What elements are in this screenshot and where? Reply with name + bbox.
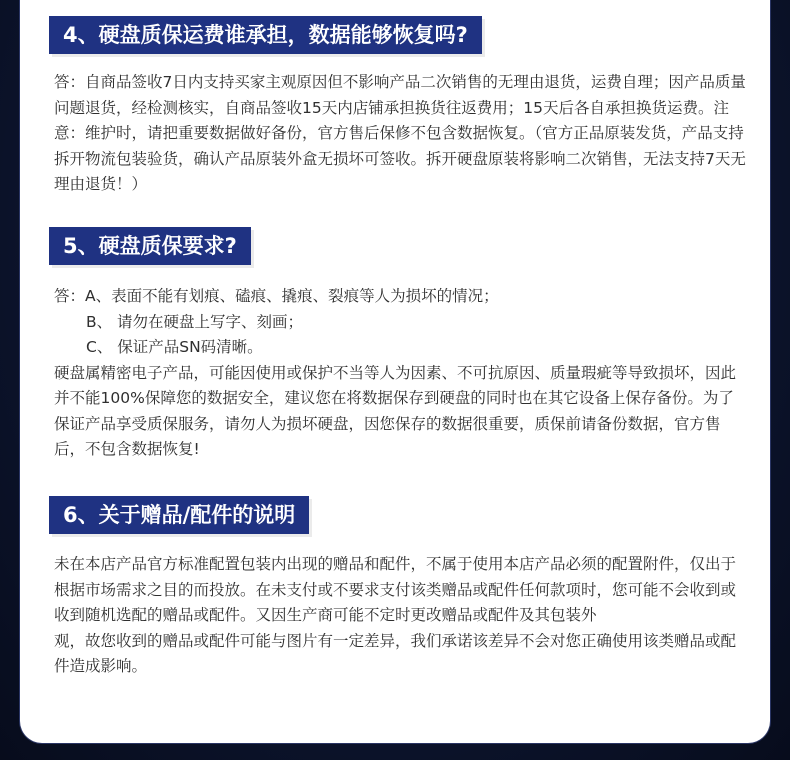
section-heading-shipping-data: 4、硬盘质保运费谁承担，数据能够恢复吗? <box>49 16 482 54</box>
gifts-paragraph-1: 未在本店产品官方标准配置包装内出现的赠品和配件，不属于使用本店产品必须的配置附件，仅出于根据市场需求之目的而投放。在未支付或不要求支付该类赠品或配件任何款项时，您可能不会收到或收到随机选配的赠品或配件。又因生产商可能不定时更改赠品或配件及其包装外 <box>54 555 737 624</box>
requirement-c: C、 保证产品SN码清晰。 <box>86 338 263 356</box>
warranty-note-paragraph: 硬盘属精密电子产品，可能因使用或保护不当等人为因素、不可抗原因、质量瑕疵等导致损坏，因此并不能100%保障您的数据安全，建议您在将数据保存到硬盘的同时也在其它设备上保存备份。为了保证产品享受质保服务，请勿人为损坏硬盘，因您保存的数据很重要，质保前请备份数据，官方售后，不包含数据恢复! <box>54 363 737 458</box>
section-body-shipping-data <box>54 70 749 198</box>
answer-paragraph: 答：自商品签收7日内支持买家主观原因但不影响产品二次销售的无理由退货，运费自理；因产品质量问题退货，经检测核实，自商品签收15天内店铺承担换货往返费用；15天后各自承担换货运费。注意：维护时，请把重要数据做好备份，官方售后保修不包含数据恢复。（官方正品原装发货，产品支持拆开物流包装验货，确认产品原装外盒无损坏可签收。拆开硬盘原装将影响二次销售，无法支持7天无理由退货！） <box>54 73 746 193</box>
section-heading-gifts-accessories: 6、关于赠品/配件的说明 <box>49 496 309 534</box>
section-heading-warranty-requirements: 5、硬盘质保要求? <box>49 227 251 265</box>
section-body-warranty-requirements <box>54 284 749 463</box>
requirement-a: 答：A、表面不能有划痕、磕痕、撬痕、裂痕等人为损坏的情况； <box>54 287 499 305</box>
section-body-gifts-accessories <box>54 552 749 680</box>
requirement-b: B、 请勿在硬盘上写字、刻画； <box>86 312 304 331</box>
gifts-paragraph-2: 观，故您收到的赠品或配件可能与图片有一定差异，我们承诺该差异不会对您正确使用该类赠品或配件造成影响。 <box>54 631 737 675</box>
